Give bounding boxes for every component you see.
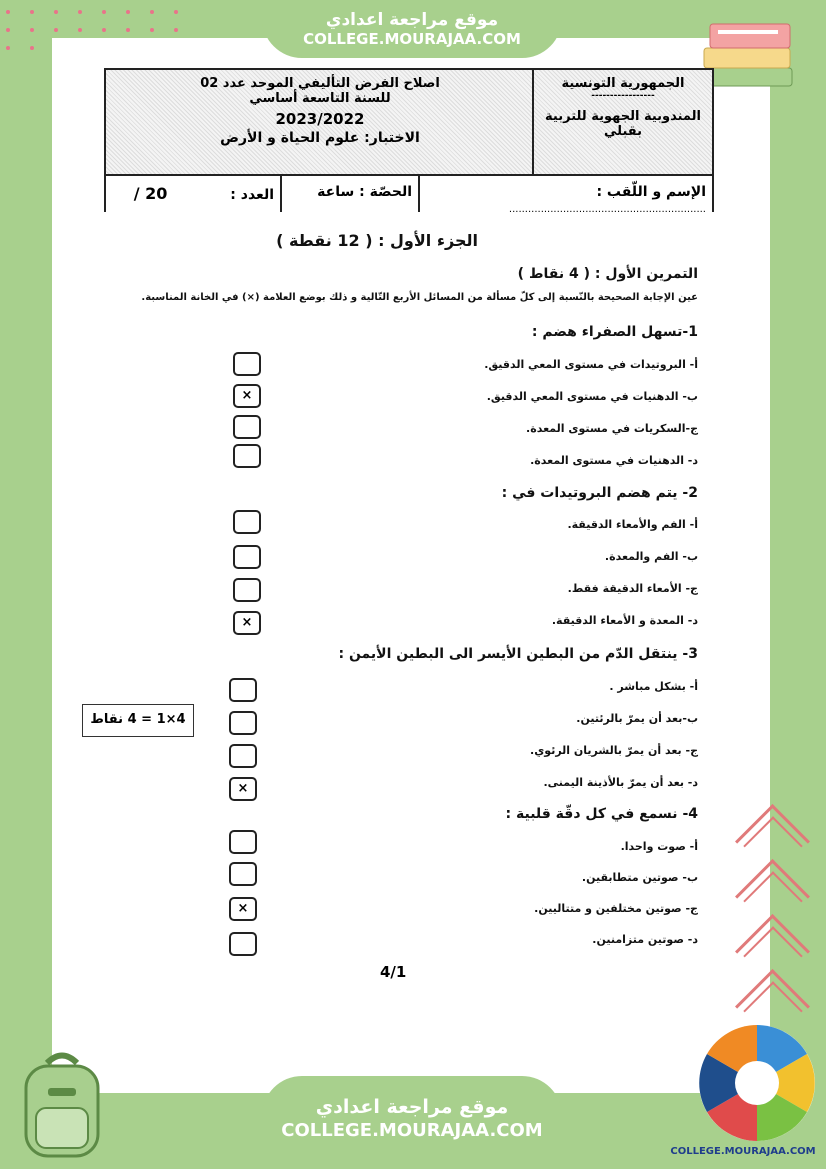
- q1-checkbox-a[interactable]: [233, 352, 261, 376]
- site-logo-icon: [696, 1022, 818, 1144]
- q2-option-a: أ- الفم والأمعاء الدقيقة.: [567, 518, 698, 531]
- q3-option-c: ج- بعد أن يمرّ بالشريان الرئوي.: [530, 744, 698, 757]
- duration-cell: [280, 176, 418, 212]
- name-label: الإسم و اللّقب :: [596, 184, 706, 200]
- header-exam-title: [106, 70, 534, 174]
- q1-option-c: ج-السكريات في مستوى المعدة.: [526, 422, 698, 435]
- logo-caption: COLLEGE.MOURAJAA.COM: [670, 1146, 816, 1157]
- q4-checkbox-a[interactable]: [229, 830, 257, 854]
- q3-checkbox-c[interactable]: [229, 744, 257, 768]
- republic-label: الجمهورية التونسية: [561, 76, 685, 91]
- commissariat-label: المندوبية الجهوية للتربية: [545, 109, 701, 124]
- question-3: 3- ينتقل الدّم من البطين الأيسر الى البطين الأيمن :: [338, 646, 698, 662]
- question-1: 1-تسهل الصفراء هضم :: [531, 324, 698, 340]
- question-4: 4- نسمع في كل دقّة قلبية :: [505, 806, 698, 822]
- q4-option-d: د- صوتين متزامنين.: [592, 933, 698, 946]
- grade-cell: [106, 176, 280, 212]
- grade-label: العدد :: [230, 187, 274, 203]
- name-dots: ..............................................................: [508, 204, 706, 215]
- exam-level: للسنة التاسعة أساسي: [249, 91, 391, 106]
- q1-option-d: د- الدهنيات في مستوى المعدة.: [530, 454, 698, 467]
- duration-label: الحصّة : ساعة: [317, 184, 412, 200]
- city-label: بقبلي: [603, 124, 642, 139]
- q4-checkbox-c[interactable]: ×: [229, 897, 257, 921]
- q4-checkbox-d[interactable]: [229, 932, 257, 956]
- q2-checkbox-d[interactable]: ×: [233, 611, 261, 635]
- q1-option-b: ب- الدهنيات في مستوى المعي الدقيق.: [486, 390, 698, 403]
- exam-title: اصلاح الفرض التأليفي الموحد عدد 02: [200, 76, 440, 91]
- q2-option-b: ب- الفم والمعدة.: [604, 550, 698, 563]
- q1-checkbox-c[interactable]: [233, 415, 261, 439]
- q3-checkbox-b[interactable]: [229, 711, 257, 735]
- q3-checkbox-a[interactable]: [229, 678, 257, 702]
- books-icon: [700, 10, 800, 100]
- q2-option-d: د- المعدة و الأمعاء الدقيقة.: [551, 614, 698, 627]
- q1-checkbox-b[interactable]: ×: [233, 384, 261, 408]
- site-url: COLLEGE.MOURAJAA.COM: [303, 30, 521, 48]
- q4-option-c: ج- صوتين مختلفين و متتاليين.: [534, 902, 698, 915]
- score-box: 4×1 = 4 نقاط: [82, 704, 194, 737]
- q3-checkbox-d[interactable]: ×: [229, 777, 257, 801]
- site-url-bottom: COLLEGE.MOURAJAA.COM: [281, 1120, 543, 1141]
- header-institution: [532, 70, 712, 174]
- q2-checkbox-c[interactable]: [233, 578, 261, 602]
- q3-option-b: ب-بعد أن يمرّ بالرئتين.: [576, 712, 698, 725]
- backpack-icon: [12, 1048, 112, 1163]
- q1-option-a: أ- البروتيدات في مستوى المعي الدقيق.: [484, 358, 698, 371]
- exam-subject: الاختبار: علوم الحياة و الأرض: [220, 130, 420, 146]
- q2-checkbox-a[interactable]: [233, 510, 261, 534]
- site-banner-bottom[interactable]: [262, 1076, 562, 1169]
- part-title: الجزء الأول : ( 12 نقطة ): [276, 231, 478, 250]
- q2-checkbox-b[interactable]: [233, 545, 261, 569]
- header-divider: -----------------: [591, 91, 655, 101]
- name-cell[interactable]: [418, 176, 712, 215]
- q3-option-a: أ- بشكل مباشر .: [609, 680, 698, 693]
- q1-checkbox-d[interactable]: [233, 444, 261, 468]
- question-2: 2- يتم هضم البروتيدات في :: [501, 485, 698, 501]
- site-name-ar-bottom: موقع مراجعة اعدادي: [315, 1096, 509, 1118]
- q4-option-a: أ- صوت واحدا.: [620, 840, 698, 853]
- exam-header: [104, 68, 714, 215]
- exercise-title: التمرين الأول : ( 4 نقاط ): [517, 266, 698, 282]
- q3-option-d: د- بعد أن يمرّ بالأذينة اليمنى.: [543, 776, 698, 789]
- header-info-row: [106, 174, 712, 215]
- grade-value: 20 /: [133, 184, 168, 203]
- page-number: 4/1: [380, 963, 407, 981]
- q4-checkbox-b[interactable]: [229, 862, 257, 886]
- exam-year: 2023/2022: [275, 110, 365, 128]
- site-name-ar: موقع مراجعة اعدادي: [325, 10, 499, 30]
- q2-option-c: ج- الأمعاء الدقيقة فقط.: [567, 582, 698, 595]
- q4-option-b: ب- صوتين متطابقين.: [581, 871, 698, 884]
- site-banner-top[interactable]: [262, 4, 562, 58]
- exercise-instruction: عين الإجابة الصحيحة بالنّسبة إلى كلّ مسألة من المسائل الأربع التّالية و ذلك بوضع العلامة (×) في الخانة المناسبة.: [141, 292, 698, 303]
